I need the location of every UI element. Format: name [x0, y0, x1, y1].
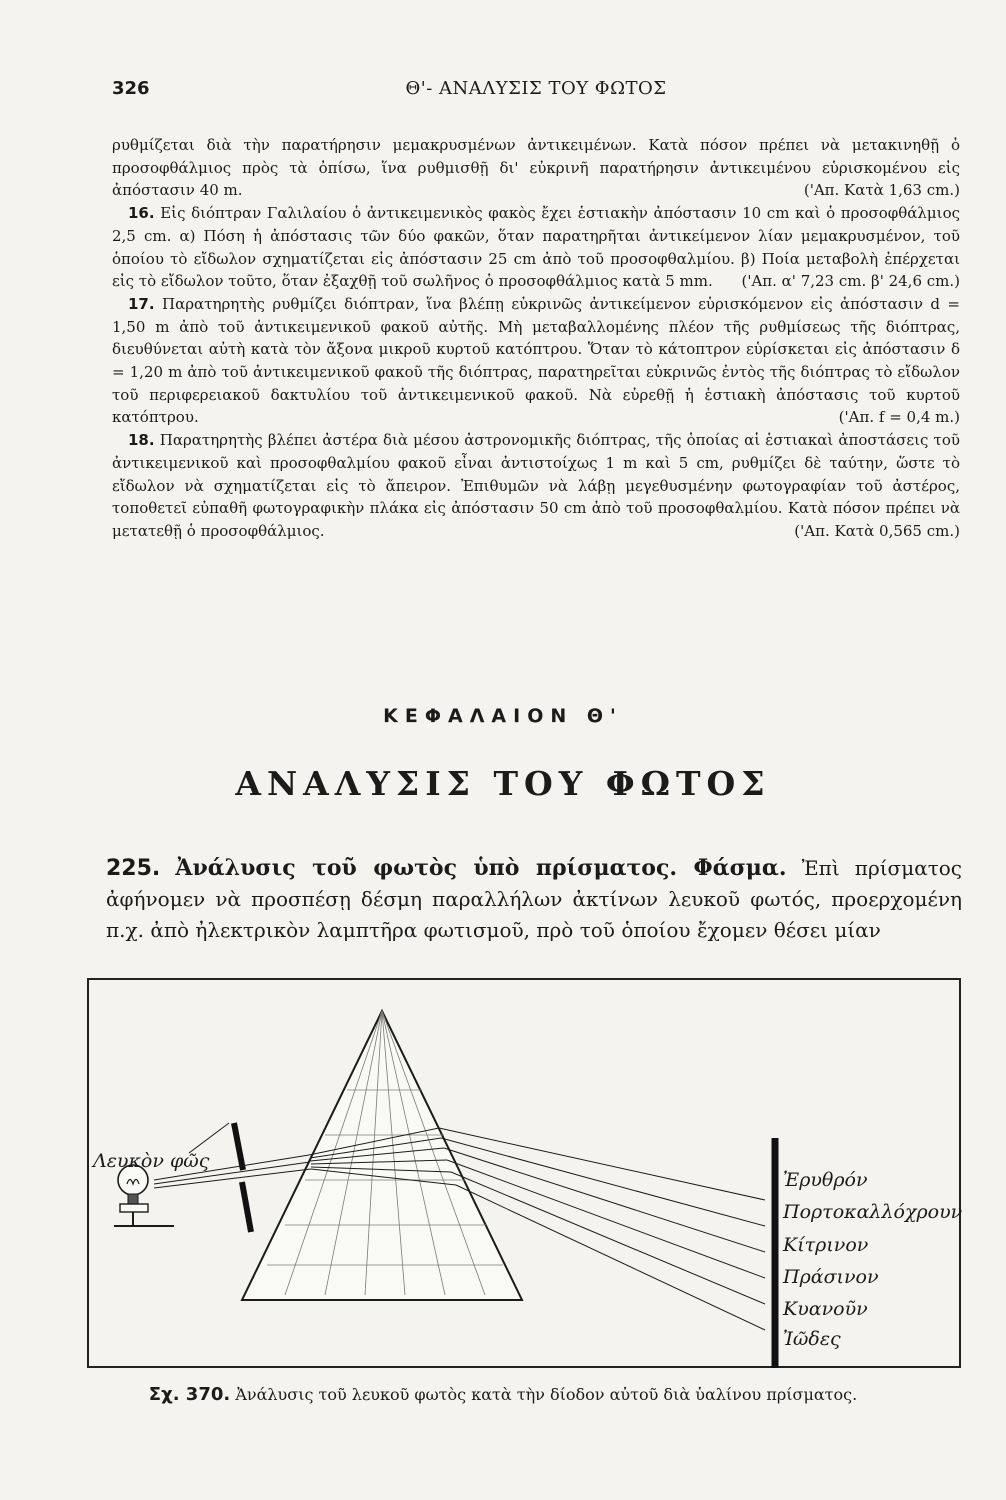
chapter-label: ΚΕΦΑΛΑΙΟΝ Θ' — [383, 705, 623, 727]
problem-18 — [112, 429, 960, 543]
problem-text: Εἰς διόπτραν Γαλιλαίου ὁ ἀντικειμενικὸς φακὸς ἔχει ἑστιακὴν ἀπόστασιν 10 cm καὶ ὁ προσοφθάλμιος 2,5 cm. α) Πόση ἡ ἀπόστασις τῶν δύο φακῶν, ὅταν παρατηρῆται ἀντικείμενον λίαν μεμακρυσμένον, τοῦ ὁποίου τὸ εἴδωλον σχηματίζεται εἰς ἀπόστασιν 25 cm ἀπὸ τοῦ προσοφθαλμίου. β) Ποία μεταβολὴ ἐπέρχεται εἰς τὸ εἴδωλον τοῦτο, ὅταν ἐξαχθῇ τοῦ σωλῆνος ὁ προσοφθάλμιος κατὰ 5 mm. — [112, 204, 960, 291]
problem-answer: ('Απ. f = 0,4 m.) — [838, 408, 960, 427]
running-title: Θ'- ΑΝΑΛΥΣΙΣ ΤΟΥ ΦΩΤΟΣ — [405, 78, 667, 99]
page-header — [112, 78, 960, 108]
problem-17 — [112, 293, 960, 429]
problem-number: 18. — [128, 431, 155, 450]
section-text: Ἐπὶ πρίσματος ἀφήνομεν νὰ προσπέσῃ δέσμη παραλλήλων ἀκτίνων λευκοῦ φωτός, προερχομένη π.χ. ἀπὸ ἠλεκτρικὸν λαμπτῆρα φωτισμοῦ, πρὸ τοῦ ὁποίου ἔχομεν θέσει μίαν — [106, 856, 963, 942]
spectrum-label-violet: Ἰῶδες — [783, 1328, 841, 1350]
page-number: 326 — [112, 78, 150, 99]
spectrum-label-green: Πράσινον — [783, 1266, 879, 1288]
spectrum-label-yellow: Κίτρινον — [783, 1234, 869, 1256]
spectrum-label-red: Ἐρυθρόν — [783, 1169, 868, 1191]
problem-number: 16. — [128, 204, 155, 223]
section-number: 225. — [106, 856, 161, 881]
continuation-answer: ('Απ. Κατὰ 1,63 cm.) — [803, 181, 960, 200]
problems-block — [112, 134, 960, 543]
problem-answer: ('Απ. α' 7,23 cm. β' 24,6 cm.) — [741, 272, 960, 291]
problem-text: Παρατηρητὴς ρυθμίζει διόπτραν, ἵνα βλέπῃ εὐκρινῶς ἀντικείμενον εὑρισκόμενον εἰς ἀπόστασιν d = 1,50 m ἀπὸ τοῦ ἀντικειμενικοῦ φακοῦ αὐτῆς. Μὴ μεταβαλλομένης πλέον τῆς ρυθμίσεως τῆς διόπτρας, διευθύνεται αὐτὴ κατὰ τὸν ἄξονα μικροῦ κυρτοῦ κατόπτρου. Ὅταν τὸ κάτοπτρον εὑρίσκεται εἰς ἀπόστασιν δ = 1,20 m ἀπὸ τοῦ ἀντικειμενικοῦ φακοῦ τῆς διόπτρας, παρατηρεῖται εὐκρινῶς ἐντὸς τῆς διόπτρας τὸ εἴδωλον τοῦ περιφερειακοῦ δακτυλίου τοῦ ἀντικειμενικοῦ φακοῦ. Νὰ εὑρεθῇ ἡ ἑστιακὴ ἀπόστασις τοῦ κυρτοῦ κατόπτρου. — [112, 294, 960, 427]
source-label: Λευκὸν φῶς — [93, 1150, 210, 1172]
prism-dispersion-figure — [87, 978, 961, 1368]
problem-16 — [112, 202, 960, 293]
caption-text: Ἀνάλυσις τοῦ λευκοῦ φωτὸς κατὰ τὴν δίοδον αὐτοῦ διὰ ὑαλίνου πρίσματος. — [235, 1385, 858, 1404]
figure-labels — [89, 980, 963, 1370]
spectrum-label-blue: Κυανοῦν — [783, 1298, 868, 1320]
continuation-text: ρυθμίζεται διὰ τὴν παρατήρησιν μεμακρυσμένων ἀντικειμένων. Κατὰ πόσον πρέπει νὰ μετακινηθῇ ὁ προσοφθάλμιος πρὸς τὰ ὀπίσω, ἵνα ρυθμισθῇ δι' εὐκρινῆ παρατήρησιν ἀντικειμένου εὑρισκομένου εἰς ἀπόστασιν 40 m. — [112, 136, 960, 200]
problem-continuation — [112, 134, 960, 202]
problem-number: 17. — [128, 294, 155, 313]
chapter-title: ΑΝΑΛΥΣΙΣ ΤΟΥ ΦΩΤΟΣ — [235, 764, 771, 803]
problem-text: Παρατηρητὴς βλέπει ἀστέρα διὰ μέσου ἀστρονομικῆς διόπτρας, τῆς ὁποίας αἱ ἑστιακαὶ ἀποστάσεις τοῦ ἀντικειμενικοῦ καὶ προσοφθαλμίου φακοῦ εἶναι ἀντιστοίχως 1 m καὶ 5 cm, ρυθμίζει δὲ ταύτην, ὥστε τὸ εἴδωλον νὰ σχηματίζεται εἰς τὸ ἄπειρον. Ἐπιθυμῶν νὰ λάβῃ μεγεθυσμένην φωτογραφίαν τοῦ ἀστέρος, τοποθετεῖ εὐπαθῆ φωτογραφικὴν πλάκα εἰς ἀπόστασιν 50 cm ἀπὸ τοῦ προσοφθαλμίου. Κατὰ πόσον πρέπει νὰ μετατεθῇ ὁ προσοφθάλμιος. — [112, 431, 960, 540]
problem-answer: ('Απ. Κατὰ 0,565 cm.) — [794, 521, 960, 540]
section-225 — [106, 853, 962, 946]
figure-caption — [0, 1384, 1006, 1405]
section-title: Ἀνάλυσις τοῦ φωτὸς ὑπὸ πρίσματος. Φάσμα. — [175, 855, 787, 881]
spectrum-label-orange: Πορτοκαλλόχρουν — [783, 1201, 963, 1223]
caption-number: Σχ. 370. — [148, 1384, 231, 1405]
